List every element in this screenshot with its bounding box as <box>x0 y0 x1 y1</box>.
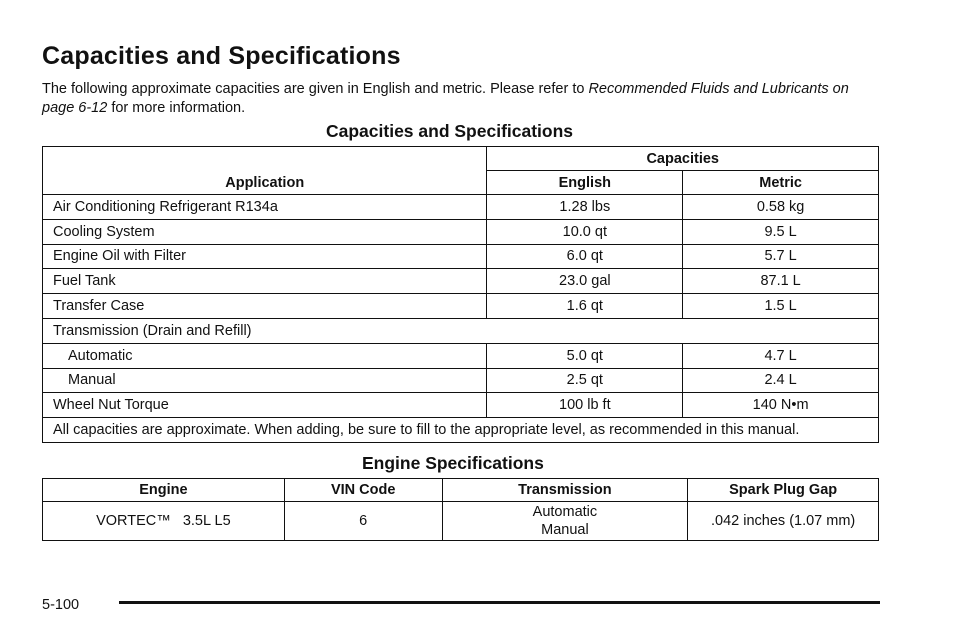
capacities-section-title: Capacities and Specifications <box>326 121 574 141</box>
metric-header: Metric <box>683 171 879 195</box>
capacities-header-row <box>43 147 879 171</box>
table-row <box>43 368 879 393</box>
application-cell: Transfer Case <box>43 294 487 319</box>
table-row <box>43 318 879 343</box>
english-cell: 100 lb ft <box>487 393 683 418</box>
metric-cell: 1.5 L <box>683 294 879 319</box>
application-cell: Manual <box>43 368 487 393</box>
table-row <box>43 219 879 244</box>
spark-plug-gap-cell: .042 inches (1.07 mm) <box>688 502 879 541</box>
english-cell: 2.5 qt <box>487 368 683 393</box>
english-cell: 23.0 gal <box>487 269 683 294</box>
application-cell: Automatic <box>43 343 487 368</box>
vin-code-header: VIN Code <box>284 479 442 502</box>
vin-code-cell: 6 <box>284 502 442 541</box>
engine-header-row <box>43 479 879 502</box>
capacities-table <box>42 146 879 443</box>
table-note-row <box>43 418 879 443</box>
metric-cell: 9.5 L <box>683 219 879 244</box>
table-row <box>43 343 879 368</box>
engine-cell: VORTEC™ 3.5L L5 <box>43 502 285 541</box>
transmission-manual: Manual <box>541 522 589 538</box>
table-row <box>43 393 879 418</box>
engine-table <box>42 478 879 541</box>
transmission-automatic: Automatic <box>532 504 598 520</box>
application-cell: Air Conditioning Refrigerant R134a <box>43 195 487 220</box>
page-number: 5-100 <box>42 597 80 613</box>
metric-cell: 5.7 L <box>683 244 879 269</box>
table-row <box>43 294 879 319</box>
english-cell: 5.0 qt <box>487 343 683 368</box>
transmission-cell <box>442 502 688 541</box>
application-cell: Cooling System <box>43 219 487 244</box>
capacities-header: Capacities <box>487 147 879 171</box>
metric-cell: 0.58 kg <box>683 195 879 220</box>
spark-plug-gap-header: Spark Plug Gap <box>688 479 879 502</box>
metric-cell: 2.4 L <box>683 368 879 393</box>
english-header: English <box>487 171 683 195</box>
table-row <box>43 502 879 541</box>
engine-section-title: Engine Specifications <box>362 453 544 473</box>
page-title: Capacities and Specifications <box>42 42 401 70</box>
table-row <box>43 269 879 294</box>
capacities-note: All capacities are approximate. When adding, be sure to fill to the appropriate level, as recommended in this manual. <box>43 418 879 443</box>
fluids-reference-link: Recommended Fluids and Lubricants on page 6-12 <box>42 81 849 116</box>
intro-text: The following approximate capacities are given in English and metric. Please refer to <box>42 81 589 97</box>
intro-paragraph <box>42 80 872 117</box>
application-group-cell: Transmission (Drain and Refill) <box>43 318 879 343</box>
english-cell: 6.0 qt <box>487 244 683 269</box>
engine-header: Engine <box>43 479 285 502</box>
metric-cell: 4.7 L <box>683 343 879 368</box>
metric-cell: 87.1 L <box>683 269 879 294</box>
table-row <box>43 195 879 220</box>
intro-tail-text: for more information. <box>107 99 246 116</box>
footer-rule <box>119 601 880 604</box>
application-header: Application <box>43 147 487 195</box>
transmission-header: Transmission <box>442 479 688 502</box>
application-cell: Fuel Tank <box>43 269 487 294</box>
application-cell: Engine Oil with Filter <box>43 244 487 269</box>
metric-cell: 140 N•m <box>683 393 879 418</box>
table-row <box>43 244 879 269</box>
application-cell: Wheel Nut Torque <box>43 393 487 418</box>
english-cell: 10.0 qt <box>487 219 683 244</box>
english-cell: 1.6 qt <box>487 294 683 319</box>
english-cell: 1.28 lbs <box>487 195 683 220</box>
